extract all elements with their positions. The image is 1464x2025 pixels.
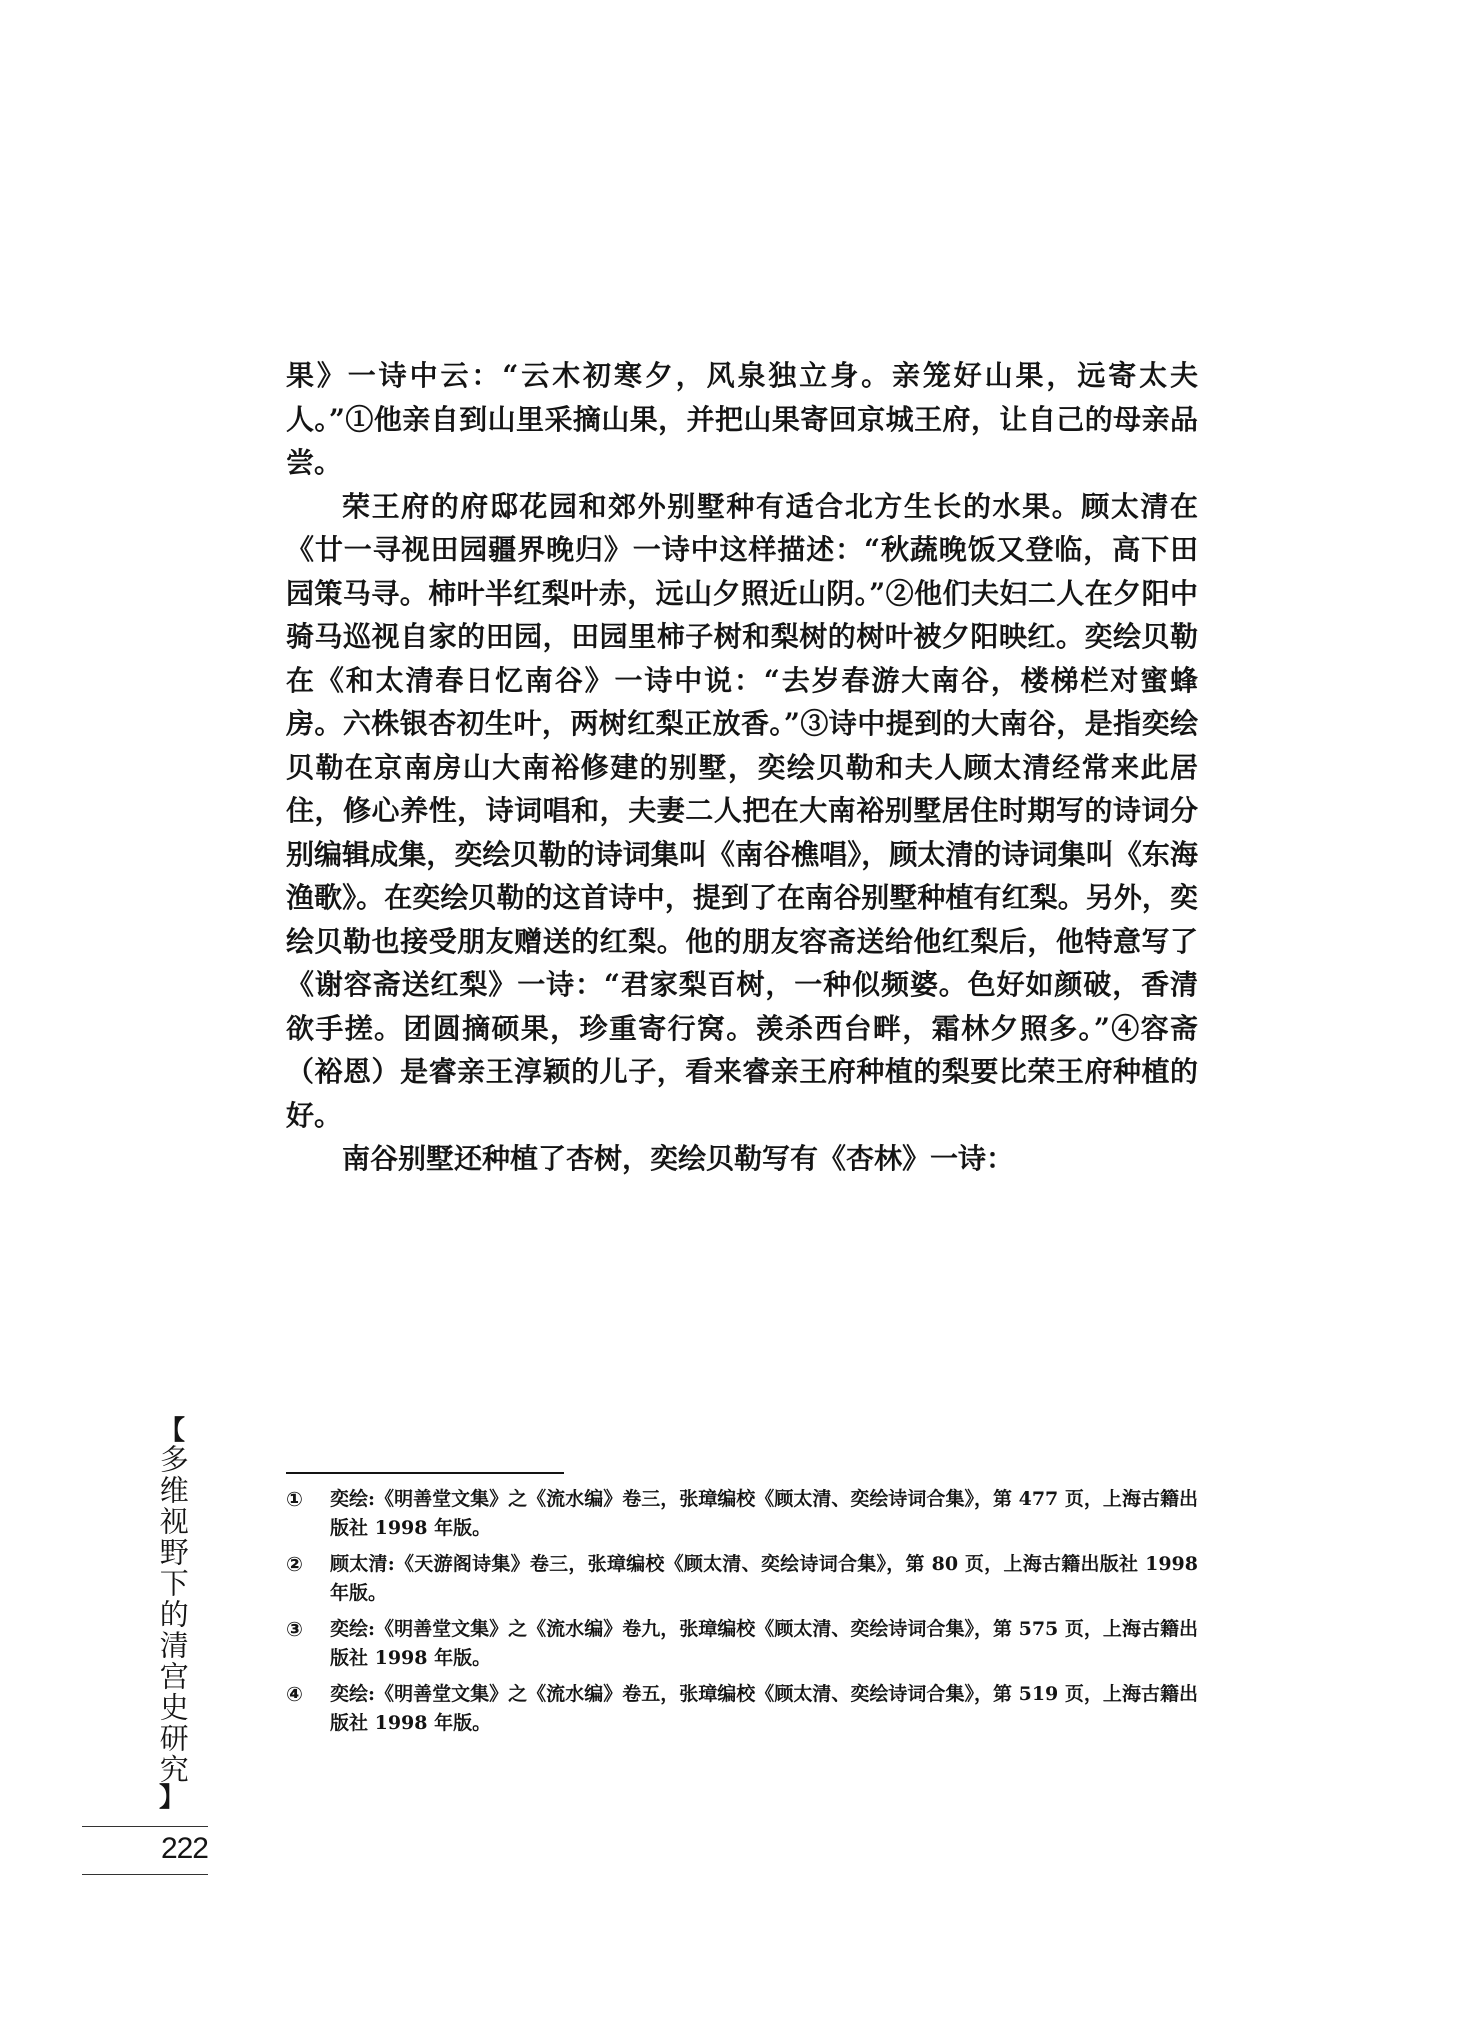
paragraph-1: 果》一诗中云：“云木初寒夕，风泉独立身。亲笼好山果，远寄太夫人。”①他亲自到山里采摘山果，并把山果寄回京城王府，让自己的母亲品尝。 [286, 359, 1198, 479]
footnote-3 [286, 1615, 1198, 1672]
footnote-divider [286, 1472, 564, 1474]
paragraph-3: 南谷别墅还种植了杏树，奕绘贝勒写有《杏林》一诗： [342, 1142, 1015, 1175]
footnote-text: 奕绘:《明善堂文集》之《流水编》卷九，张璋编校《顾太清、奕绘诗词合集》，第 575 页，上海古籍出版社 1998 年版。 [330, 1618, 1198, 1669]
bracket-open: 【 [158, 1416, 185, 1446]
footnotes [286, 1485, 1198, 1745]
paragraph-2: 荣王府的府邸花园和郊外别墅种有适合北方生长的水果。顾太清在《廿一寻视田园疆界晚归》一诗中这样描述：“秋蔬晚饭又登临，高下田园策马寻。柿叶半红梨叶赤，远山夕照近山阴。”②他们夫妇二人在夕阳中骑马巡视自家的田园，田园里柿子树和梨树的树叶被夕阳映红。奕绘贝勒在《和太清春日忆南谷》一诗中说：“去岁春游大南谷，楼梯栏对蜜蜂房。六株银杏初生叶，两树红梨正放香。”③诗中提到的大南谷，是指奕绘贝勒在京南房山大南裕修建的别墅，奕绘贝勒和夫人顾太清经常来此居住，修心养性，诗词唱和，夫妻二人把在大南裕别墅居住时期写的诗词分别编辑成集，奕绘贝勒的诗词集叫《南谷樵唱》，顾太清的诗词集叫《东海渔歌》。在奕绘贝勒的这首诗中，提到了在南谷别墅种植有红梨。另外，奕绘贝勒也接受朋友赠送的红梨。他的朋友容斋送给他红梨后，他特意写了《谢容斋送红梨》一诗：“君家梨百树，一种似频婆。色好如颜破，香清欲手搓。团圆摘硕果，珍重寄行窝。羡杀西台畔，霜林夕照多。”④容斋（裕恩）是睿亲王淳颖的儿子，看来睿亲王府种植的梨要比荣王府种植的好。 [286, 489, 1198, 1132]
footnote-4 [286, 1680, 1198, 1737]
page-number-rule-top [82, 1826, 208, 1827]
footnote-2 [286, 1550, 1198, 1607]
page-number: 222 [160, 1832, 208, 1865]
footnote-marker: ① [286, 1487, 303, 1511]
series-title: 多维视野下的清宫史研究 [155, 1444, 190, 1785]
footnote-1 [286, 1485, 1198, 1542]
footnote-text: 顾太清:《天游阁诗集》卷三，张璋编校《顾太清、奕绘诗词合集》，第 80 页，上海古籍出版社 1998 年版。 [330, 1553, 1198, 1604]
running-title [152, 1418, 192, 1811]
bracket-close: 】 [158, 1783, 185, 1813]
footnote-text: 奕绘:《明善堂文集》之《流水编》卷三，张璋编校《顾太清、奕绘诗词合集》，第 477 页，上海古籍出版社 1998 年版。 [330, 1488, 1198, 1539]
body-text [286, 354, 1198, 1181]
page-number-rule-bottom [82, 1874, 208, 1875]
footnote-marker: ③ [286, 1617, 303, 1641]
footnote-text: 奕绘:《明善堂文集》之《流水编》卷五，张璋编校《顾太清、奕绘诗词合集》，第 519 页，上海古籍出版社 1998 年版。 [330, 1683, 1198, 1734]
footnote-marker: ② [286, 1552, 303, 1576]
footnote-marker: ④ [286, 1682, 303, 1706]
